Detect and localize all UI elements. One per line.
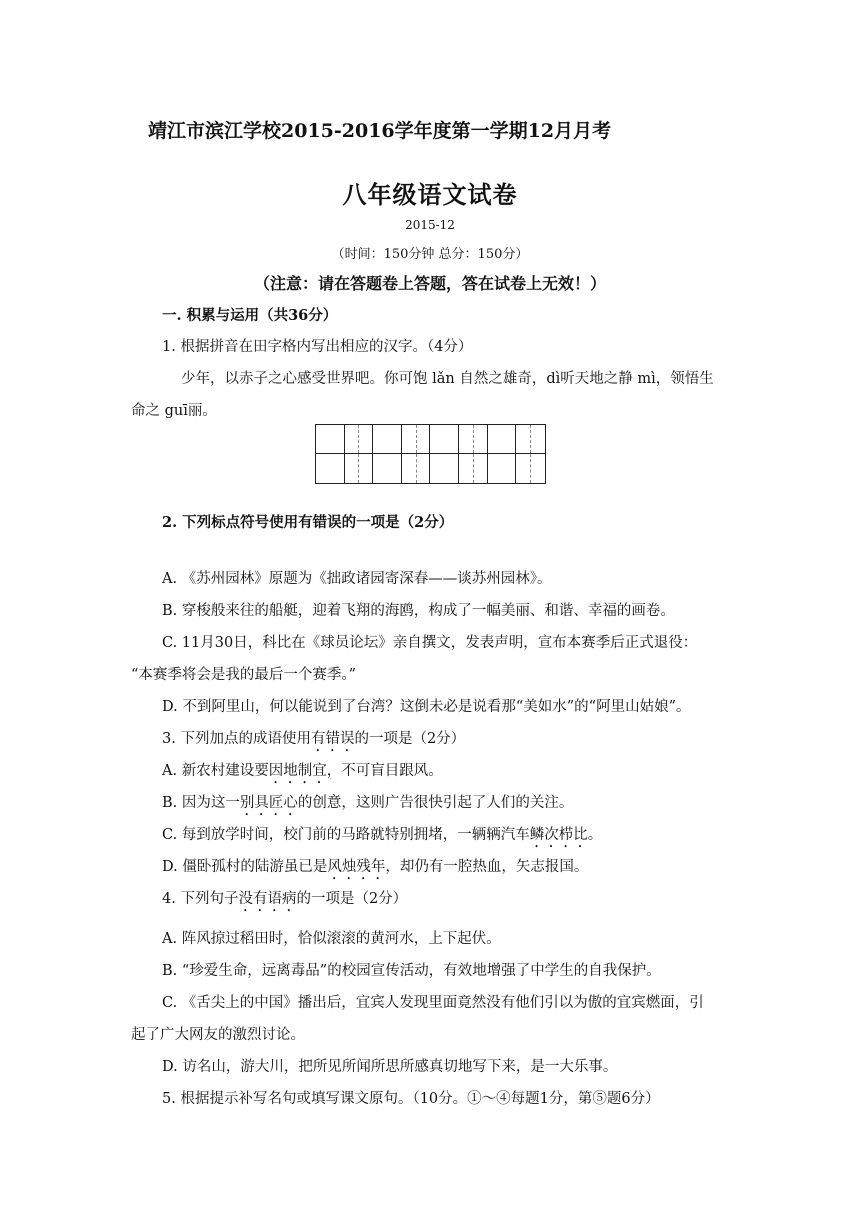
q3-d-pre: D. 僵卧孤村的陆游虽已是 bbox=[162, 859, 328, 875]
q3-option-a bbox=[162, 759, 443, 787]
q4-option-c-line1: C. 《舌尖上的中国》播出后，宜宾人发现里面竟然没有他们引以为傲的宜宾燃面，引 bbox=[162, 995, 704, 1011]
q2-option-c-line1: C. 11月30日，科比在《球员论坛》亲自撰文，发表声明，宣布本赛季后正式退役： bbox=[162, 635, 698, 651]
q4-prompt-post: 的一项是（2分） bbox=[296, 891, 408, 907]
q3-option-d bbox=[162, 855, 588, 883]
q3-d-post: ，却仍有一腔热血，矢志报国。 bbox=[385, 859, 589, 875]
grid-cell[interactable] bbox=[373, 454, 402, 483]
q3-option-b bbox=[162, 791, 573, 819]
q1-prompt: 1. 根据拼音在田字格内写出相应的汉字。（4分） bbox=[162, 339, 473, 355]
grid-cell[interactable] bbox=[459, 425, 488, 454]
grid-cell[interactable] bbox=[459, 454, 488, 483]
q2-option-c-line2: “本赛季将会是我的最后一个赛季。” bbox=[131, 667, 357, 683]
grid-cell[interactable] bbox=[516, 425, 545, 454]
grid-cell[interactable] bbox=[402, 454, 431, 483]
section-heading: 一. 积累与运用（共36分） bbox=[162, 307, 338, 324]
q3-prompt-post: 的一项是（2分） bbox=[354, 731, 466, 747]
grid-cell[interactable] bbox=[430, 425, 459, 454]
exam-title: 八年级语文试卷 bbox=[342, 180, 518, 209]
q4-option-c-line2: 起了广大网友的激烈讨论。 bbox=[131, 1027, 305, 1043]
grid-cell[interactable] bbox=[316, 454, 345, 483]
q1-text-line2: 命之 guī丽。 bbox=[131, 403, 217, 419]
q4-prompt-pre: 4. 下列句子 bbox=[162, 891, 239, 907]
q3-prompt-pre: 3. 下列加点的成语使用 bbox=[162, 731, 311, 747]
grid-cell[interactable] bbox=[488, 425, 517, 454]
q1-text-line1: 少年，以赤子之心感受世界吧。你可饱 lǎn 自然之雄奇，dì听天地之静 mì，领悟生 bbox=[181, 371, 714, 387]
q2-option-a: A. 《苏州园林》原题为《拙政诸园寄深春——谈苏州园林》。 bbox=[162, 571, 552, 587]
q5-prompt: 5. 根据提示补写名句或填写课文原句。（10分。①～④每题1分，第⑤题6分） bbox=[162, 1091, 660, 1107]
school-heading: 靖江市滨江学校2015-2016学年度第一学期12月月考 bbox=[148, 120, 612, 142]
q3-a-pre: A. 新农村建设要 bbox=[162, 763, 269, 779]
grid-cell[interactable] bbox=[345, 454, 374, 483]
q3-b-pre: B. 因为这一 bbox=[162, 795, 240, 811]
notice: （注意：请在答题卷上答题，答在试卷上无效！） bbox=[253, 274, 606, 293]
q3-a-idiom: 因地制宜 bbox=[268, 763, 327, 779]
exam-date: 2015-12 bbox=[405, 218, 455, 232]
q4-option-b: B. “珍爱生命，远离毒品”的校园宣传活动，有效地增强了中学生的自我保护。 bbox=[162, 963, 661, 979]
q2-prompt: 2. 下列标点符号使用有错误的一项是（2分） bbox=[162, 514, 454, 531]
q3-option-c bbox=[162, 823, 602, 851]
q3-b-idiom: 别具匠心 bbox=[239, 795, 298, 811]
q2-option-d: D. 不到阿里山，何以能说到了台湾？这倒未必是说看那“美如水”的“阿里山姑娘”。 bbox=[162, 699, 691, 715]
grid-cell[interactable] bbox=[516, 454, 545, 483]
q4-option-d: D. 访名山，游大川，把所见所闻所思所感真切地写下来，是一大乐事。 bbox=[162, 1059, 618, 1075]
q3-c-idiom: 鳞次栉比 bbox=[529, 827, 588, 843]
q3-prompt bbox=[162, 727, 465, 755]
q4-prompt bbox=[162, 887, 407, 915]
q3-c-post: 。 bbox=[587, 827, 603, 843]
q2-option-b: B. 穿梭般来往的船艇，迎着飞翔的海鸥，构成了一幅美丽、和谐、幸福的画卷。 bbox=[162, 603, 675, 619]
q3-prompt-emphasis: 有错误 bbox=[310, 731, 355, 747]
grid-cell[interactable] bbox=[430, 454, 459, 483]
grid-cell[interactable] bbox=[402, 425, 431, 454]
grid-cell[interactable] bbox=[345, 425, 374, 454]
grid-cell[interactable] bbox=[316, 425, 345, 454]
q4-option-a: A. 阵风掠过稻田时，恰似滚滚的黄河水，上下起伏。 bbox=[162, 931, 501, 947]
q3-c-pre: C. 每到放学时间，校门前的马路就特别拥堵，一辆辆汽车 bbox=[162, 827, 530, 843]
grid-cell[interactable] bbox=[373, 425, 402, 454]
time-info: （时间：150分钟 总分：150分） bbox=[331, 247, 529, 262]
q3-d-idiom: 风烛残年 bbox=[327, 859, 386, 875]
q3-b-post: 的创意，这则广告很快引起了人们的关注。 bbox=[297, 795, 574, 811]
character-grid[interactable] bbox=[315, 424, 546, 484]
q3-a-post: ，不可盲目跟风。 bbox=[326, 763, 443, 779]
q4-prompt-emphasis: 没有语病 bbox=[238, 891, 297, 907]
grid-cell[interactable] bbox=[488, 454, 517, 483]
